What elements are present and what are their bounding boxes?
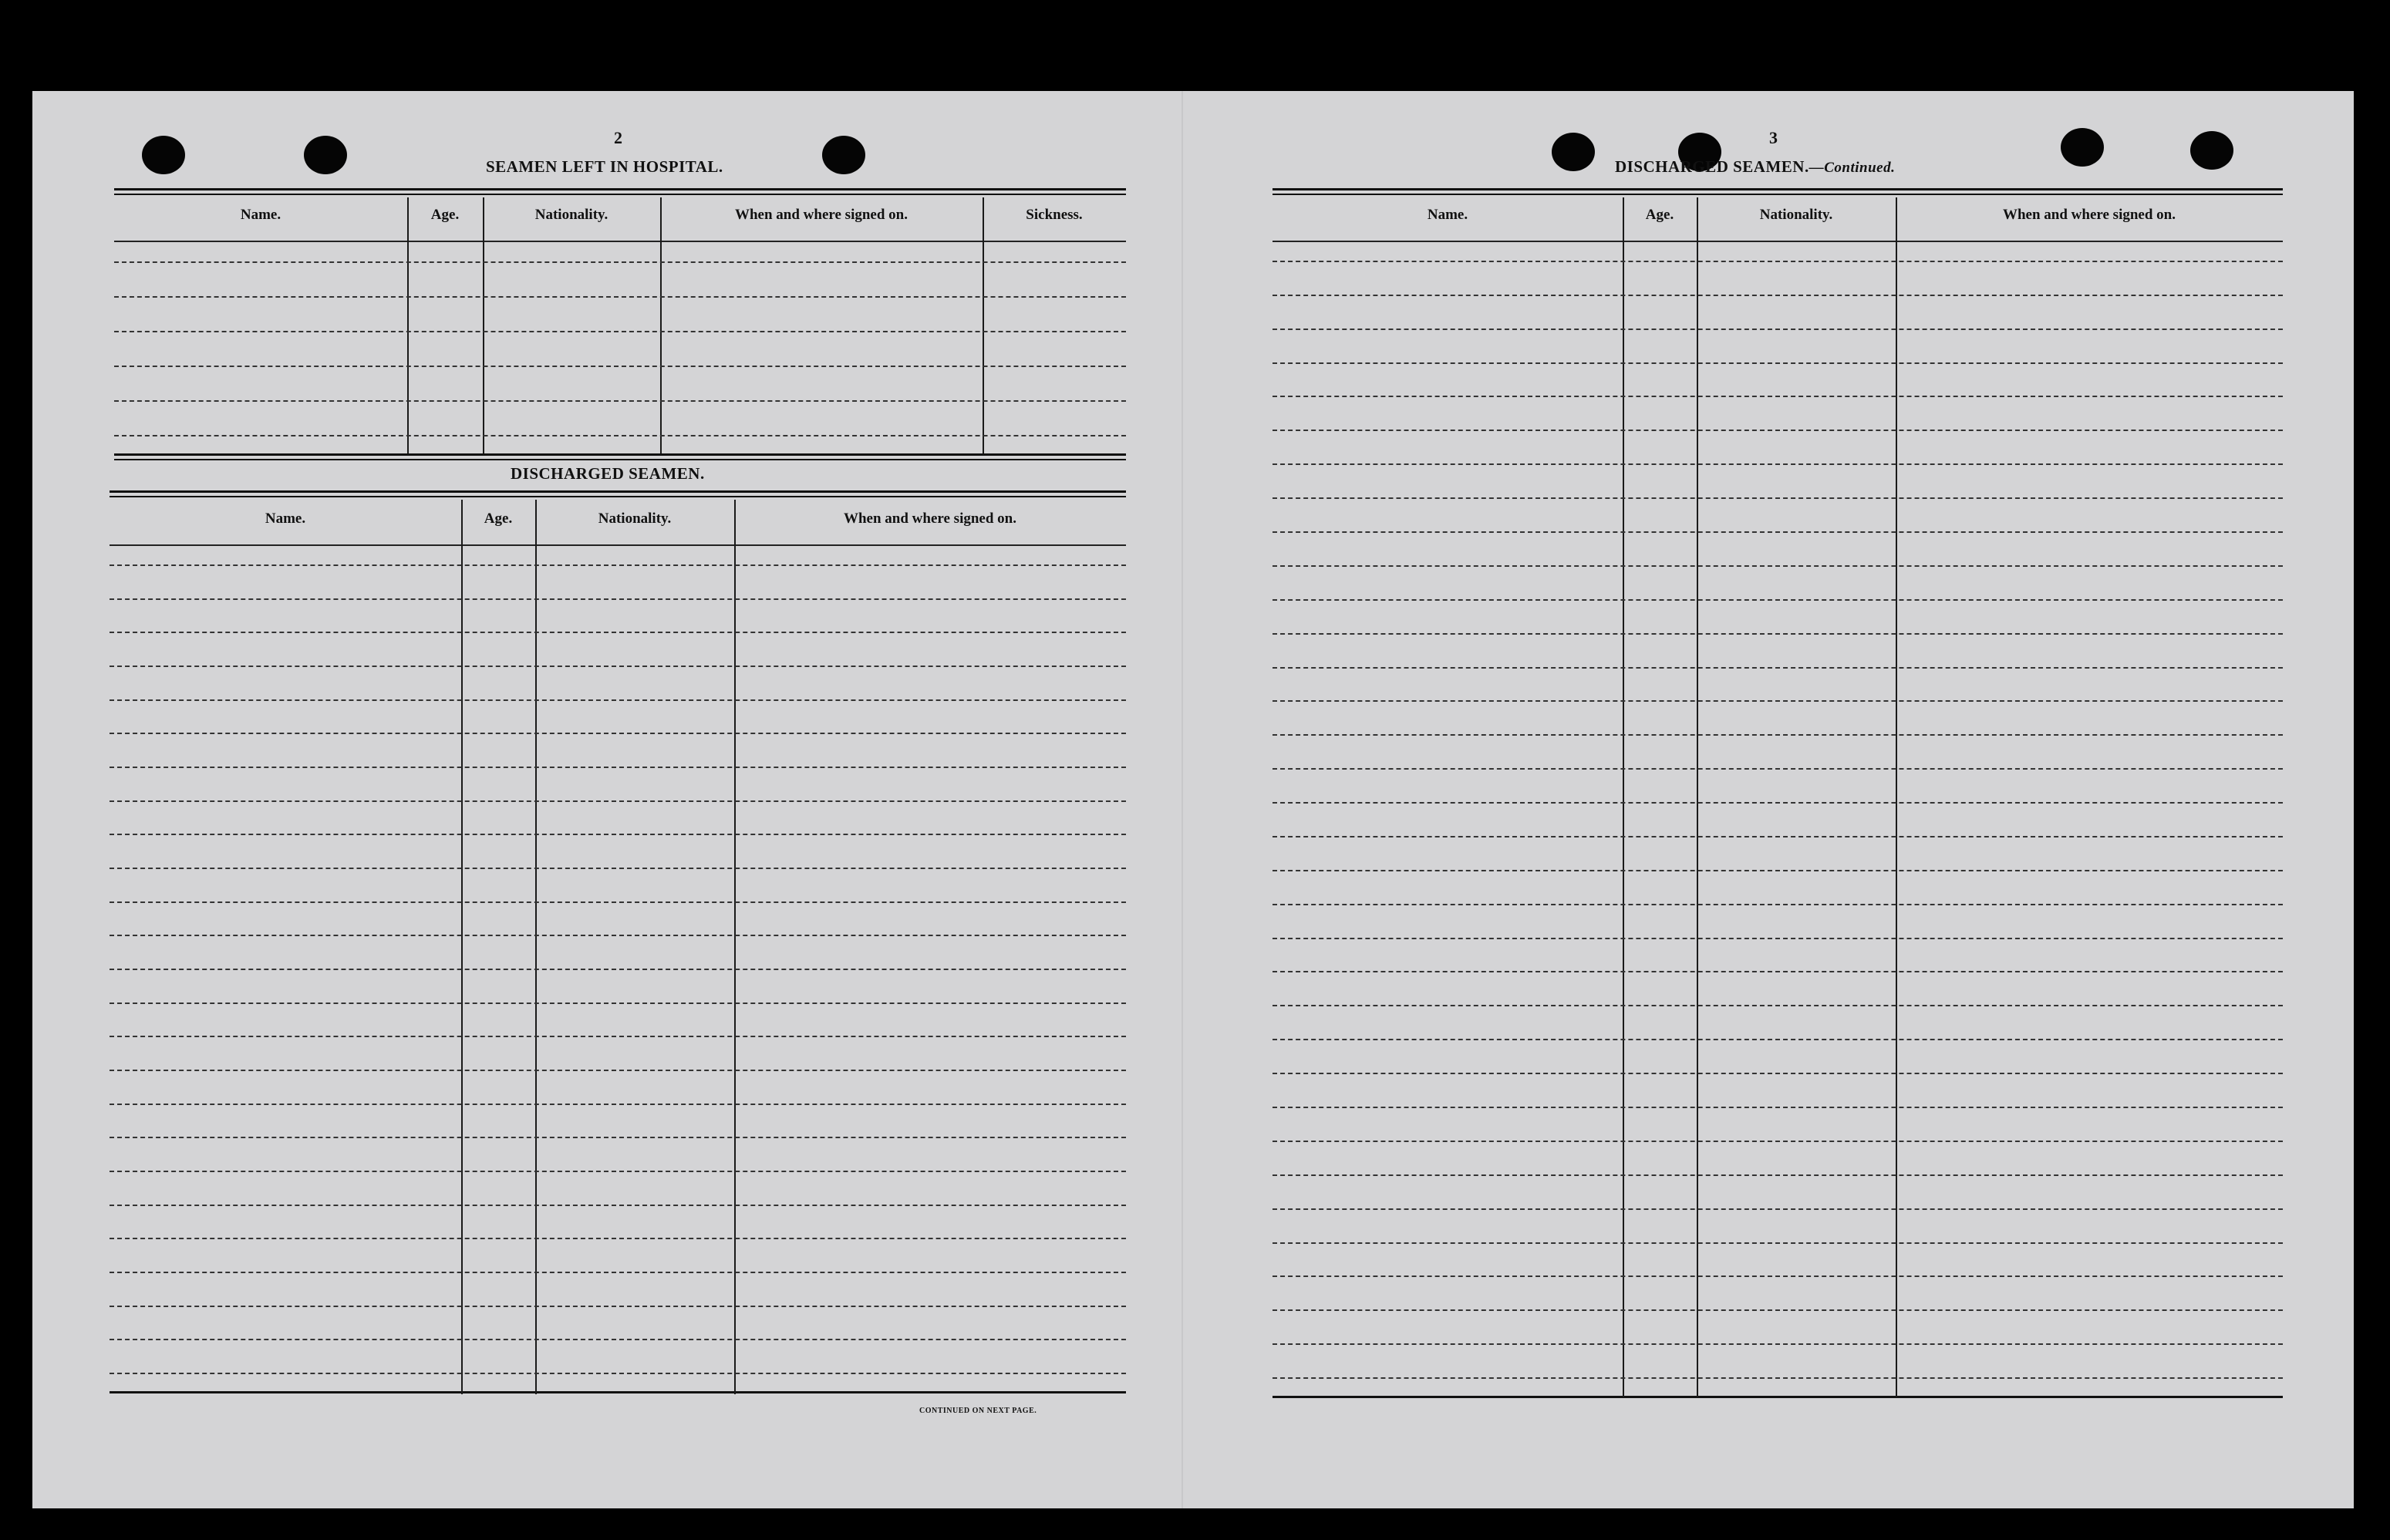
entry-row-line bbox=[110, 1171, 1126, 1172]
column-divider bbox=[734, 500, 736, 1394]
discharged-table-left bbox=[110, 490, 1126, 1397]
entry-row-line bbox=[110, 1373, 1126, 1374]
entry-row-line bbox=[114, 331, 1126, 332]
column-divider bbox=[407, 197, 409, 453]
entry-row-line bbox=[110, 901, 1126, 903]
title-text: DISCHARGED SEAMEN. bbox=[1615, 157, 1809, 176]
entry-row-line bbox=[110, 767, 1126, 768]
entry-row-line bbox=[1273, 633, 2283, 635]
entry-row-line bbox=[1273, 1141, 2283, 1142]
table-rule bbox=[114, 459, 1126, 460]
column-header-nationality: Nationality. bbox=[598, 511, 672, 527]
entry-row-line bbox=[1273, 1005, 2283, 1006]
entry-row-line bbox=[110, 1339, 1126, 1340]
entry-row-line bbox=[114, 366, 1126, 367]
entry-row-line bbox=[1273, 700, 2283, 702]
entry-row-line bbox=[114, 261, 1126, 263]
table-rule bbox=[114, 453, 1126, 456]
punch-hole bbox=[2061, 128, 2104, 167]
entry-row-line bbox=[1273, 1275, 2283, 1277]
entry-row-line bbox=[110, 666, 1126, 667]
table-rule bbox=[1273, 188, 2283, 190]
column-header-sickness: Sickness. bbox=[1026, 207, 1083, 223]
punch-hole bbox=[304, 136, 347, 174]
entry-row-line bbox=[110, 1003, 1126, 1004]
column-header-age: Age. bbox=[484, 511, 513, 527]
entry-row-line bbox=[1273, 1039, 2283, 1040]
entry-row-line bbox=[110, 868, 1126, 869]
entry-row-line bbox=[1273, 1208, 2283, 1210]
table-rule bbox=[110, 496, 1126, 497]
entry-row-line bbox=[110, 564, 1126, 566]
entry-row-line bbox=[1273, 768, 2283, 770]
entry-row-line bbox=[110, 1104, 1126, 1105]
column-divider bbox=[1697, 197, 1698, 1397]
entry-row-line bbox=[110, 935, 1126, 936]
entry-row-line bbox=[1273, 802, 2283, 804]
table-rule bbox=[1273, 1396, 2283, 1398]
entry-row-line bbox=[1273, 430, 2283, 431]
entry-row-line bbox=[114, 400, 1126, 402]
entry-row-line bbox=[1273, 497, 2283, 499]
entry-row-line bbox=[1273, 836, 2283, 837]
continued-note: CONTINUED ON NEXT PAGE. bbox=[919, 1407, 1037, 1415]
column-header-signed-on: When and where signed on. bbox=[734, 207, 908, 223]
table-rule bbox=[1273, 241, 2283, 242]
column-header-name: Name. bbox=[265, 511, 306, 527]
column-header-name: Name. bbox=[240, 207, 281, 223]
entry-row-line bbox=[114, 435, 1126, 436]
table-rule bbox=[110, 1391, 1126, 1393]
column-divider bbox=[483, 197, 484, 453]
entry-row-line bbox=[114, 296, 1126, 298]
entry-row-line bbox=[1273, 1343, 2283, 1345]
column-divider bbox=[660, 197, 662, 453]
page-number-left: 2 bbox=[614, 128, 622, 147]
entry-row-line bbox=[1273, 870, 2283, 871]
entry-row-line bbox=[1273, 599, 2283, 601]
column-header-nationality: Nationality. bbox=[534, 207, 608, 223]
entry-row-line bbox=[1273, 295, 2283, 296]
entry-row-line bbox=[110, 733, 1126, 734]
column-header-age: Age. bbox=[430, 207, 460, 223]
entry-row-line bbox=[110, 1070, 1126, 1071]
entry-row-line bbox=[1273, 565, 2283, 567]
column-header-nationality: Nationality. bbox=[1759, 207, 1833, 223]
column-divider bbox=[1623, 197, 1624, 1397]
column-header-signed-on: When and where signed on. bbox=[2002, 207, 2176, 223]
column-divider bbox=[1896, 197, 1897, 1397]
punch-hole bbox=[142, 136, 185, 174]
punch-hole bbox=[2190, 131, 2233, 170]
discharged-table-title-right bbox=[1615, 157, 1895, 177]
hospital-table bbox=[114, 188, 1126, 460]
hospital-table-title: SEAMEN LEFT IN HOSPITAL. bbox=[486, 157, 723, 176]
entry-row-line bbox=[1273, 1107, 2283, 1108]
entry-row-line bbox=[110, 1137, 1126, 1138]
entry-row-line bbox=[1273, 261, 2283, 262]
column-divider bbox=[535, 500, 537, 1394]
entry-row-line bbox=[110, 1238, 1126, 1239]
entry-row-line bbox=[110, 1306, 1126, 1307]
entry-row-line bbox=[1273, 904, 2283, 905]
table-rule bbox=[110, 490, 1126, 493]
entry-row-line bbox=[1273, 667, 2283, 669]
entry-row-line bbox=[1273, 971, 2283, 972]
entry-row-line bbox=[1273, 1242, 2283, 1244]
column-divider bbox=[461, 500, 463, 1394]
discharged-table-right bbox=[1273, 188, 2283, 1400]
entry-row-line bbox=[110, 969, 1126, 970]
entry-row-line bbox=[110, 632, 1126, 633]
entry-row-line bbox=[1273, 938, 2283, 939]
column-header-age: Age. bbox=[1645, 207, 1674, 223]
entry-row-line bbox=[1273, 1174, 2283, 1176]
column-header-name: Name. bbox=[1427, 207, 1468, 223]
table-rule bbox=[114, 194, 1126, 195]
column-divider bbox=[983, 197, 984, 453]
entry-row-line bbox=[110, 1036, 1126, 1037]
page-fold bbox=[1182, 91, 1183, 1508]
entry-row-line bbox=[1273, 362, 2283, 364]
entry-row-line bbox=[1273, 396, 2283, 397]
discharged-table-title-left: DISCHARGED SEAMEN. bbox=[511, 464, 705, 483]
entry-row-line bbox=[110, 1205, 1126, 1206]
punch-hole bbox=[822, 136, 865, 174]
table-rule bbox=[110, 544, 1126, 546]
title-continued: —Continued. bbox=[1809, 160, 1896, 176]
entry-row-line bbox=[110, 699, 1126, 701]
entry-row-line bbox=[110, 1272, 1126, 1273]
page-number-right: 3 bbox=[1769, 128, 1778, 147]
entry-row-line bbox=[1273, 1377, 2283, 1379]
entry-row-line bbox=[1273, 531, 2283, 533]
entry-row-line bbox=[1273, 1309, 2283, 1311]
punch-hole bbox=[1552, 133, 1595, 171]
entry-row-line bbox=[1273, 463, 2283, 465]
table-rule bbox=[114, 241, 1126, 242]
entry-row-line bbox=[1273, 734, 2283, 736]
entry-row-line bbox=[1273, 1073, 2283, 1074]
entry-row-line bbox=[1273, 329, 2283, 330]
entry-row-line bbox=[110, 834, 1126, 835]
table-rule bbox=[114, 188, 1126, 190]
entry-row-line bbox=[110, 800, 1126, 802]
column-header-signed-on: When and where signed on. bbox=[843, 511, 1016, 527]
table-rule bbox=[1273, 194, 2283, 195]
entry-row-line bbox=[110, 598, 1126, 600]
